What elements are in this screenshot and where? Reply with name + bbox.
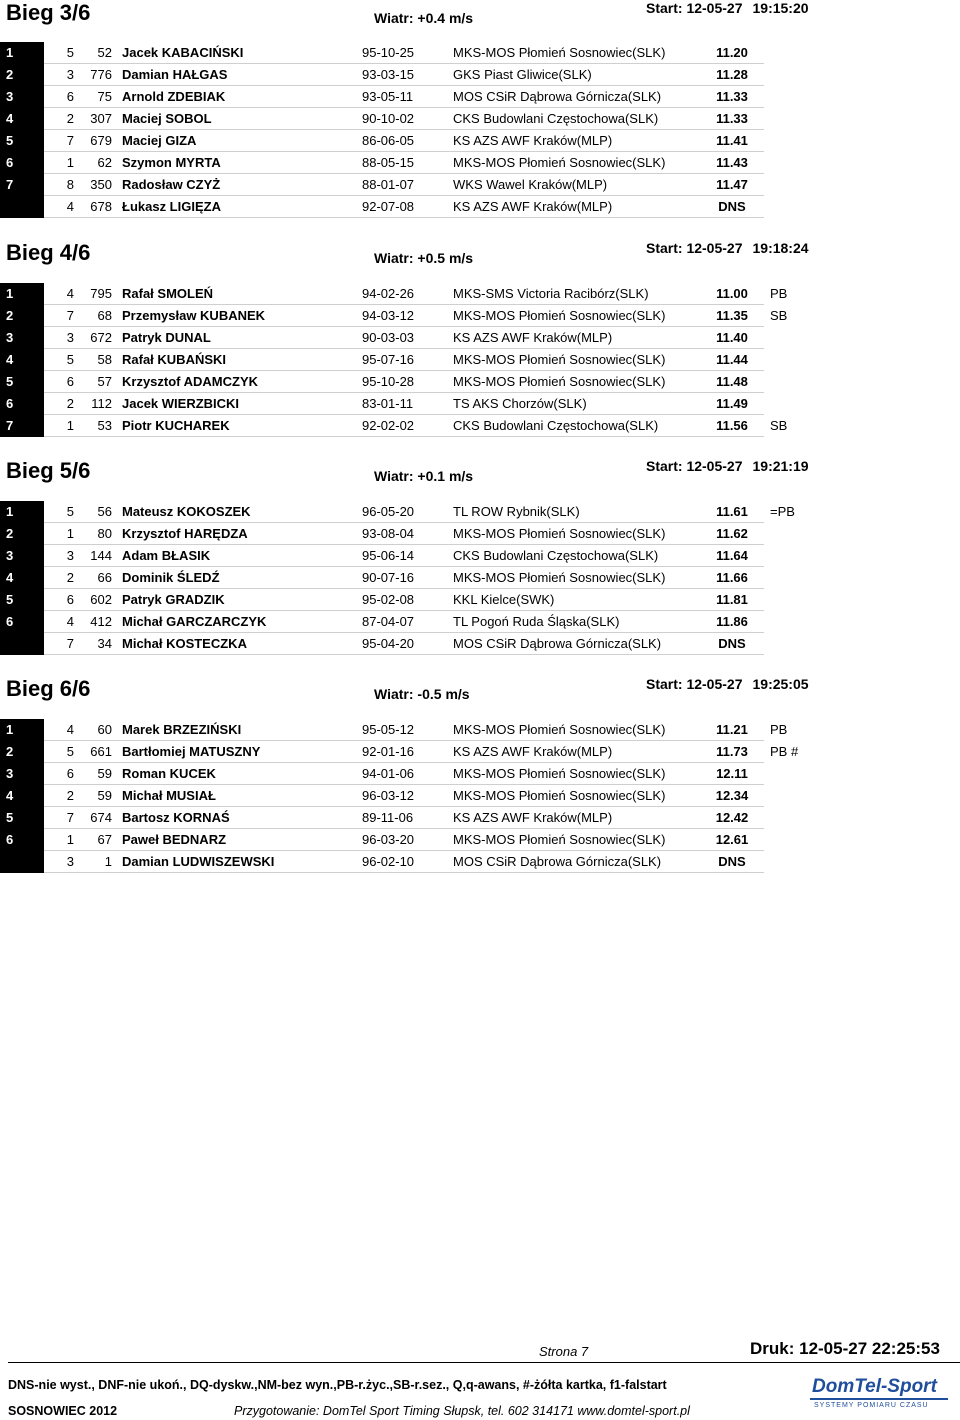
cell-lane: 6 — [44, 86, 74, 108]
cell-note — [764, 152, 810, 174]
cell-club: MKS-MOS Płomień Sosnowiec(SLK) — [438, 305, 700, 327]
footer-divider — [8, 1362, 960, 1363]
cell-bib: 776 — [74, 64, 112, 86]
cell-lane: 4 — [44, 611, 74, 633]
timing-credit: Przygotowanie: DomTel Sport Timing Słupsk, tel. 602 314171 www.domtel-sport.pl — [234, 1404, 690, 1418]
cell-dob: 96-03-12 — [362, 785, 438, 807]
cell-bib: 672 — [74, 327, 112, 349]
heat-start: Start: 12-05-27 19:15:20 — [646, 0, 809, 16]
cell-note — [764, 86, 810, 108]
result-row — [0, 545, 810, 567]
result-row — [0, 174, 810, 196]
cell-dob: 96-03-20 — [362, 829, 438, 851]
cell-note — [764, 785, 810, 807]
cell-place: 4 — [0, 349, 44, 371]
result-row — [0, 130, 810, 152]
cell-name: Adam BŁASIK — [112, 545, 362, 567]
cell-place: 5 — [0, 371, 44, 393]
cell-lane: 1 — [44, 415, 74, 437]
cell-place: 7 — [0, 174, 44, 196]
results-table — [0, 283, 810, 437]
cell-lane: 8 — [44, 174, 74, 196]
result-row — [0, 807, 810, 829]
cell-time: 11.48 — [700, 371, 764, 393]
result-row — [0, 567, 810, 589]
cell-dob: 89-11-06 — [362, 807, 438, 829]
cell-dob: 95-05-12 — [362, 719, 438, 741]
cell-time: 12.11 — [700, 763, 764, 785]
cell-dob: 87-04-07 — [362, 611, 438, 633]
cell-note: PB — [770, 722, 788, 738]
cell-dob: 88-05-15 — [362, 152, 438, 174]
cell-place: 3 — [0, 545, 44, 567]
result-row — [0, 349, 810, 371]
cell-club: WKS Wawel Kraków(MLP) — [438, 174, 700, 196]
heat-wind: Wiatr: +0.1 m/s — [374, 468, 474, 484]
cell-note: SB — [770, 308, 788, 323]
cell-bib: 679 — [74, 130, 112, 152]
cell-time: 11.28 — [700, 64, 764, 86]
cell-lane: 3 — [44, 851, 74, 873]
cell-lane: 3 — [44, 64, 74, 86]
cell-time: 11.35 — [700, 305, 764, 327]
result-row — [0, 327, 810, 349]
cell-club: CKS Budowlani Częstochowa(SLK) — [438, 545, 700, 567]
cell-place: 4 — [0, 785, 44, 807]
result-row — [0, 86, 810, 108]
cell-name: Bartosz KORNAŚ — [112, 807, 362, 829]
cell-time: 11.33 — [700, 86, 764, 108]
result-row — [0, 152, 810, 174]
cell-note — [764, 349, 810, 371]
abbreviation-legend: DNS-nie wyst., DNF-nie ukoń., DQ-dyskw.,NM-bez wyn.,PB-r.życ.,SB-r.sez., Q,q-awans, #-żółta kartka, f1-falstart — [8, 1378, 667, 1392]
cell-bib: 1 — [74, 851, 112, 873]
result-row — [0, 283, 810, 305]
cell-time: 11.56 — [700, 415, 764, 437]
cell-bib: 68 — [74, 305, 112, 327]
cell-note — [764, 64, 810, 86]
cell-time: 11.49 — [700, 393, 764, 415]
cell-bib: 52 — [74, 42, 112, 64]
cell-place: 2 — [0, 523, 44, 545]
cell-time: 11.61 — [700, 501, 764, 523]
result-row — [0, 42, 810, 64]
cell-club: MKS-MOS Płomień Sosnowiec(SLK) — [438, 785, 700, 807]
cell-club: KS AZS AWF Kraków(MLP) — [438, 741, 700, 763]
cell-time: 11.00 — [700, 283, 764, 305]
cell-name: Krzysztof ADAMCZYK — [112, 371, 362, 393]
cell-bib: 678 — [74, 196, 112, 218]
cell-lane: 2 — [44, 108, 74, 130]
result-row — [0, 741, 810, 763]
cell-bib: 56 — [74, 501, 112, 523]
cell-place — [0, 851, 44, 873]
heat-start: Start: 12-05-27 19:21:19 — [646, 458, 809, 474]
cell-name: Roman KUCEK — [112, 763, 362, 785]
cell-lane: 1 — [44, 152, 74, 174]
logo-subtitle: SYSTEMY POMIARU CZASU — [814, 1402, 929, 1409]
cell-time: 11.81 — [700, 589, 764, 611]
cell-dob: 92-02-02 — [362, 415, 438, 437]
cell-place: 2 — [0, 305, 44, 327]
cell-lane: 5 — [44, 741, 74, 763]
cell-club: GKS Piast Gliwice(SLK) — [438, 64, 700, 86]
cell-lane: 3 — [44, 545, 74, 567]
cell-place — [0, 633, 44, 655]
cell-bib: 60 — [74, 719, 112, 741]
cell-place: 1 — [0, 719, 44, 741]
cell-note — [764, 42, 810, 64]
cell-name: Michał MUSIAŁ — [112, 785, 362, 807]
cell-club: MOS CSiR Dąbrowa Górnicza(SLK) — [438, 86, 700, 108]
cell-note — [764, 851, 810, 873]
cell-bib: 112 — [74, 393, 112, 415]
result-row — [0, 415, 810, 437]
cell-club: CKS Budowlani Częstochowa(SLK) — [438, 415, 700, 437]
cell-note — [764, 589, 810, 611]
cell-bib: 674 — [74, 807, 112, 829]
cell-name: Rafał SMOLEŃ — [112, 283, 362, 305]
cell-name: Krzysztof HARĘDZA — [112, 523, 362, 545]
cell-lane: 7 — [44, 633, 74, 655]
cell-name: Rafał KUBAŃSKI — [112, 349, 362, 371]
cell-time: 11.40 — [700, 327, 764, 349]
cell-note — [764, 196, 810, 218]
cell-bib: 307 — [74, 108, 112, 130]
cell-dob: 96-05-20 — [362, 501, 438, 523]
results-table — [0, 42, 810, 218]
cell-bib: 57 — [74, 371, 112, 393]
cell-club: MOS CSiR Dąbrowa Górnicza(SLK) — [438, 851, 700, 873]
cell-name: Przemysław KUBANEK — [112, 305, 362, 327]
cell-lane: 7 — [44, 305, 74, 327]
cell-lane: 7 — [44, 807, 74, 829]
cell-place: 4 — [0, 567, 44, 589]
cell-time: 11.86 — [700, 611, 764, 633]
cell-time: 11.64 — [700, 545, 764, 567]
cell-club: KKL Kielce(SWK) — [438, 589, 700, 611]
cell-name: Michał GARCZARCZYK — [112, 611, 362, 633]
cell-place: 6 — [0, 611, 44, 633]
cell-note: =PB — [770, 504, 795, 520]
cell-bib: 34 — [74, 633, 112, 655]
cell-note — [764, 633, 810, 655]
cell-note: SB — [770, 418, 788, 433]
cell-lane: 1 — [44, 523, 74, 545]
cell-club: MKS-MOS Płomień Sosnowiec(SLK) — [438, 719, 700, 741]
cell-note — [764, 567, 810, 589]
cell-place: 6 — [0, 393, 44, 415]
cell-dob: 95-07-16 — [362, 349, 438, 371]
cell-dob: 94-02-26 — [362, 283, 438, 305]
cell-name: Patryk GRADZIK — [112, 589, 362, 611]
cell-bib: 412 — [74, 611, 112, 633]
heat-title: Bieg 6/6 — [6, 676, 91, 701]
heat-start: Start: 12-05-27 19:18:24 — [646, 240, 809, 256]
heat-title: Bieg 3/6 — [6, 0, 91, 25]
cell-place: 3 — [0, 763, 44, 785]
event-location: SOSNOWIEC 2012 — [8, 1404, 118, 1418]
cell-name: Bartłomiej MATUSZNY — [112, 741, 362, 763]
cell-name: Patryk DUNAL — [112, 327, 362, 349]
cell-bib: 350 — [74, 174, 112, 196]
cell-time: 11.41 — [700, 130, 764, 152]
cell-dob: 86-06-05 — [362, 130, 438, 152]
cell-place: 3 — [0, 327, 44, 349]
cell-place: 5 — [0, 589, 44, 611]
cell-note — [764, 807, 810, 829]
cell-note — [764, 611, 810, 633]
cell-note — [764, 174, 810, 196]
result-row — [0, 589, 810, 611]
cell-bib: 53 — [74, 415, 112, 437]
result-row — [0, 64, 810, 86]
cell-bib: 58 — [74, 349, 112, 371]
cell-lane: 2 — [44, 785, 74, 807]
cell-note — [764, 393, 810, 415]
cell-name: Maciej GIZA — [112, 130, 362, 152]
cell-dob: 95-06-14 — [362, 545, 438, 567]
cell-name: Łukasz LIGIĘZA — [112, 196, 362, 218]
cell-club: MKS-MOS Płomień Sosnowiec(SLK) — [438, 349, 700, 371]
cell-time: 11.33 — [700, 108, 764, 130]
cell-note — [764, 327, 810, 349]
heat-wind: Wiatr: -0.5 m/s — [374, 686, 470, 702]
cell-bib: 62 — [74, 152, 112, 174]
cell-time: DNS — [700, 633, 764, 655]
cell-time: 12.42 — [700, 807, 764, 829]
result-row — [0, 305, 810, 327]
cell-name: Paweł BEDNARZ — [112, 829, 362, 851]
cell-club: KS AZS AWF Kraków(MLP) — [438, 327, 700, 349]
cell-bib: 66 — [74, 567, 112, 589]
cell-club: KS AZS AWF Kraków(MLP) — [438, 807, 700, 829]
cell-dob: 94-01-06 — [362, 763, 438, 785]
cell-lane: 5 — [44, 42, 74, 64]
result-row — [0, 829, 810, 851]
cell-dob: 96-02-10 — [362, 851, 438, 873]
logo-text-sport: Sport — [887, 1376, 937, 1397]
cell-time: 12.34 — [700, 785, 764, 807]
cell-club: MKS-MOS Płomień Sosnowiec(SLK) — [438, 829, 700, 851]
heat-start: Start: 12-05-27 19:25:05 — [646, 676, 809, 692]
heat-wind: Wiatr: +0.5 m/s — [374, 250, 474, 266]
cell-place: 7 — [0, 415, 44, 437]
cell-club: TL ROW Rybnik(SLK) — [438, 501, 700, 523]
cell-place: 6 — [0, 152, 44, 174]
result-row — [0, 523, 810, 545]
cell-bib: 59 — [74, 785, 112, 807]
cell-lane: 3 — [44, 327, 74, 349]
result-row — [0, 196, 810, 218]
result-row — [0, 633, 810, 655]
cell-lane: 7 — [44, 130, 74, 152]
cell-bib: 67 — [74, 829, 112, 851]
cell-bib: 80 — [74, 523, 112, 545]
cell-time: 11.43 — [700, 152, 764, 174]
cell-lane: 1 — [44, 829, 74, 851]
cell-time: 11.73 — [700, 741, 764, 763]
cell-club: CKS Budowlani Częstochowa(SLK) — [438, 108, 700, 130]
cell-place: 5 — [0, 807, 44, 829]
print-timestamp: Druk: 12-05-27 22:25:53 — [750, 1339, 940, 1358]
cell-name: Radosław CZYŻ — [112, 174, 362, 196]
result-row — [0, 371, 810, 393]
logo-underline — [810, 1398, 948, 1400]
results-table — [0, 719, 810, 873]
cell-place: 4 — [0, 108, 44, 130]
cell-note — [764, 523, 810, 545]
cell-lane: 4 — [44, 196, 74, 218]
cell-lane: 5 — [44, 501, 74, 523]
cell-lane: 6 — [44, 763, 74, 785]
cell-name: Jacek WIERZBICKI — [112, 393, 362, 415]
cell-bib: 75 — [74, 86, 112, 108]
cell-lane: 4 — [44, 719, 74, 741]
result-row — [0, 719, 810, 741]
cell-dob: 95-10-25 — [362, 42, 438, 64]
cell-club: MKS-SMS Victoria Racibórz(SLK) — [438, 283, 700, 305]
cell-club: KS AZS AWF Kraków(MLP) — [438, 130, 700, 152]
cell-place — [0, 196, 44, 218]
cell-time: 11.47 — [700, 174, 764, 196]
cell-name: Dominik ŚLEDŹ — [112, 567, 362, 589]
result-row — [0, 851, 810, 873]
cell-club: MKS-MOS Płomień Sosnowiec(SLK) — [438, 371, 700, 393]
cell-lane: 2 — [44, 567, 74, 589]
cell-dob: 95-10-28 — [362, 371, 438, 393]
cell-time: 11.62 — [700, 523, 764, 545]
cell-bib: 59 — [74, 763, 112, 785]
cell-name: Damian LUDWISZEWSKI — [112, 851, 362, 873]
cell-lane: 4 — [44, 283, 74, 305]
cell-place: 1 — [0, 283, 44, 305]
result-row — [0, 108, 810, 130]
cell-lane: 6 — [44, 589, 74, 611]
cell-note — [764, 829, 810, 851]
cell-dob: 90-03-03 — [362, 327, 438, 349]
cell-dob: 94-03-12 — [362, 305, 438, 327]
cell-club: MKS-MOS Płomień Sosnowiec(SLK) — [438, 763, 700, 785]
cell-bib: 144 — [74, 545, 112, 567]
cell-lane: 5 — [44, 349, 74, 371]
result-row — [0, 611, 810, 633]
result-row — [0, 763, 810, 785]
cell-time: 11.20 — [700, 42, 764, 64]
cell-name: Marek BRZEZIŃSKI — [112, 719, 362, 741]
cell-place: 6 — [0, 829, 44, 851]
cell-club: TL Pogoń Ruda Śląska(SLK) — [438, 611, 700, 633]
cell-club: MKS-MOS Płomień Sosnowiec(SLK) — [438, 567, 700, 589]
cell-note — [764, 763, 810, 785]
cell-club: KS AZS AWF Kraków(MLP) — [438, 196, 700, 218]
cell-bib: 795 — [74, 283, 112, 305]
cell-dob: 83-01-11 — [362, 393, 438, 415]
cell-club: MKS-MOS Płomień Sosnowiec(SLK) — [438, 42, 700, 64]
page-number: Strona 7 — [539, 1344, 589, 1359]
cell-note — [764, 371, 810, 393]
cell-lane: 2 — [44, 393, 74, 415]
cell-place: 3 — [0, 86, 44, 108]
result-row — [0, 785, 810, 807]
cell-place: 2 — [0, 741, 44, 763]
cell-dob: 90-07-16 — [362, 567, 438, 589]
heat-title: Bieg 4/6 — [6, 240, 91, 265]
cell-note: PB — [770, 286, 788, 302]
heat-title: Bieg 5/6 — [6, 458, 91, 483]
logo-text: DomTel- — [812, 1376, 888, 1397]
cell-dob: 90-10-02 — [362, 108, 438, 130]
cell-place: 5 — [0, 130, 44, 152]
result-row — [0, 501, 810, 523]
cell-bib: 602 — [74, 589, 112, 611]
cell-dob: 92-07-08 — [362, 196, 438, 218]
cell-time: 12.61 — [700, 829, 764, 851]
cell-lane: 6 — [44, 371, 74, 393]
cell-dob: 93-03-15 — [362, 64, 438, 86]
cell-time: 11.66 — [700, 567, 764, 589]
results-table — [0, 501, 810, 655]
cell-place: 1 — [0, 501, 44, 523]
cell-note — [764, 108, 810, 130]
result-row — [0, 393, 810, 415]
cell-name: Michał KOSTECZKA — [112, 633, 362, 655]
cell-dob: 95-04-20 — [362, 633, 438, 655]
cell-name: Arnold ZDEBIAK — [112, 86, 362, 108]
cell-note: PB # — [770, 744, 799, 759]
cell-dob: 88-01-07 — [362, 174, 438, 196]
cell-club: MKS-MOS Płomień Sosnowiec(SLK) — [438, 152, 700, 174]
cell-name: Damian HAŁGAS — [112, 64, 362, 86]
cell-club: MOS CSiR Dąbrowa Górnicza(SLK) — [438, 633, 700, 655]
cell-time: DNS — [700, 851, 764, 873]
cell-dob: 92-01-16 — [362, 741, 438, 763]
cell-place: 2 — [0, 64, 44, 86]
cell-place: 1 — [0, 42, 44, 64]
cell-note — [764, 130, 810, 152]
cell-name: Mateusz KOKOSZEK — [112, 501, 362, 523]
cell-note — [764, 545, 810, 567]
cell-club: TS AKS Chorzów(SLK) — [438, 393, 700, 415]
cell-time: 11.21 — [700, 719, 764, 741]
heat-wind: Wiatr: +0.4 m/s — [374, 10, 474, 26]
cell-name: Jacek KABACIŃSKI — [112, 42, 362, 64]
domtel-logo — [806, 1376, 952, 1416]
cell-name: Maciej SOBOL — [112, 108, 362, 130]
cell-time: DNS — [700, 196, 764, 218]
cell-time: 11.44 — [700, 349, 764, 371]
cell-bib: 661 — [74, 741, 112, 763]
cell-name: Szymon MYRTA — [112, 152, 362, 174]
cell-club: MKS-MOS Płomień Sosnowiec(SLK) — [438, 523, 700, 545]
cell-name: Piotr KUCHAREK — [112, 415, 362, 437]
cell-dob: 95-02-08 — [362, 589, 438, 611]
cell-dob: 93-08-04 — [362, 523, 438, 545]
cell-dob: 93-05-11 — [362, 86, 438, 108]
